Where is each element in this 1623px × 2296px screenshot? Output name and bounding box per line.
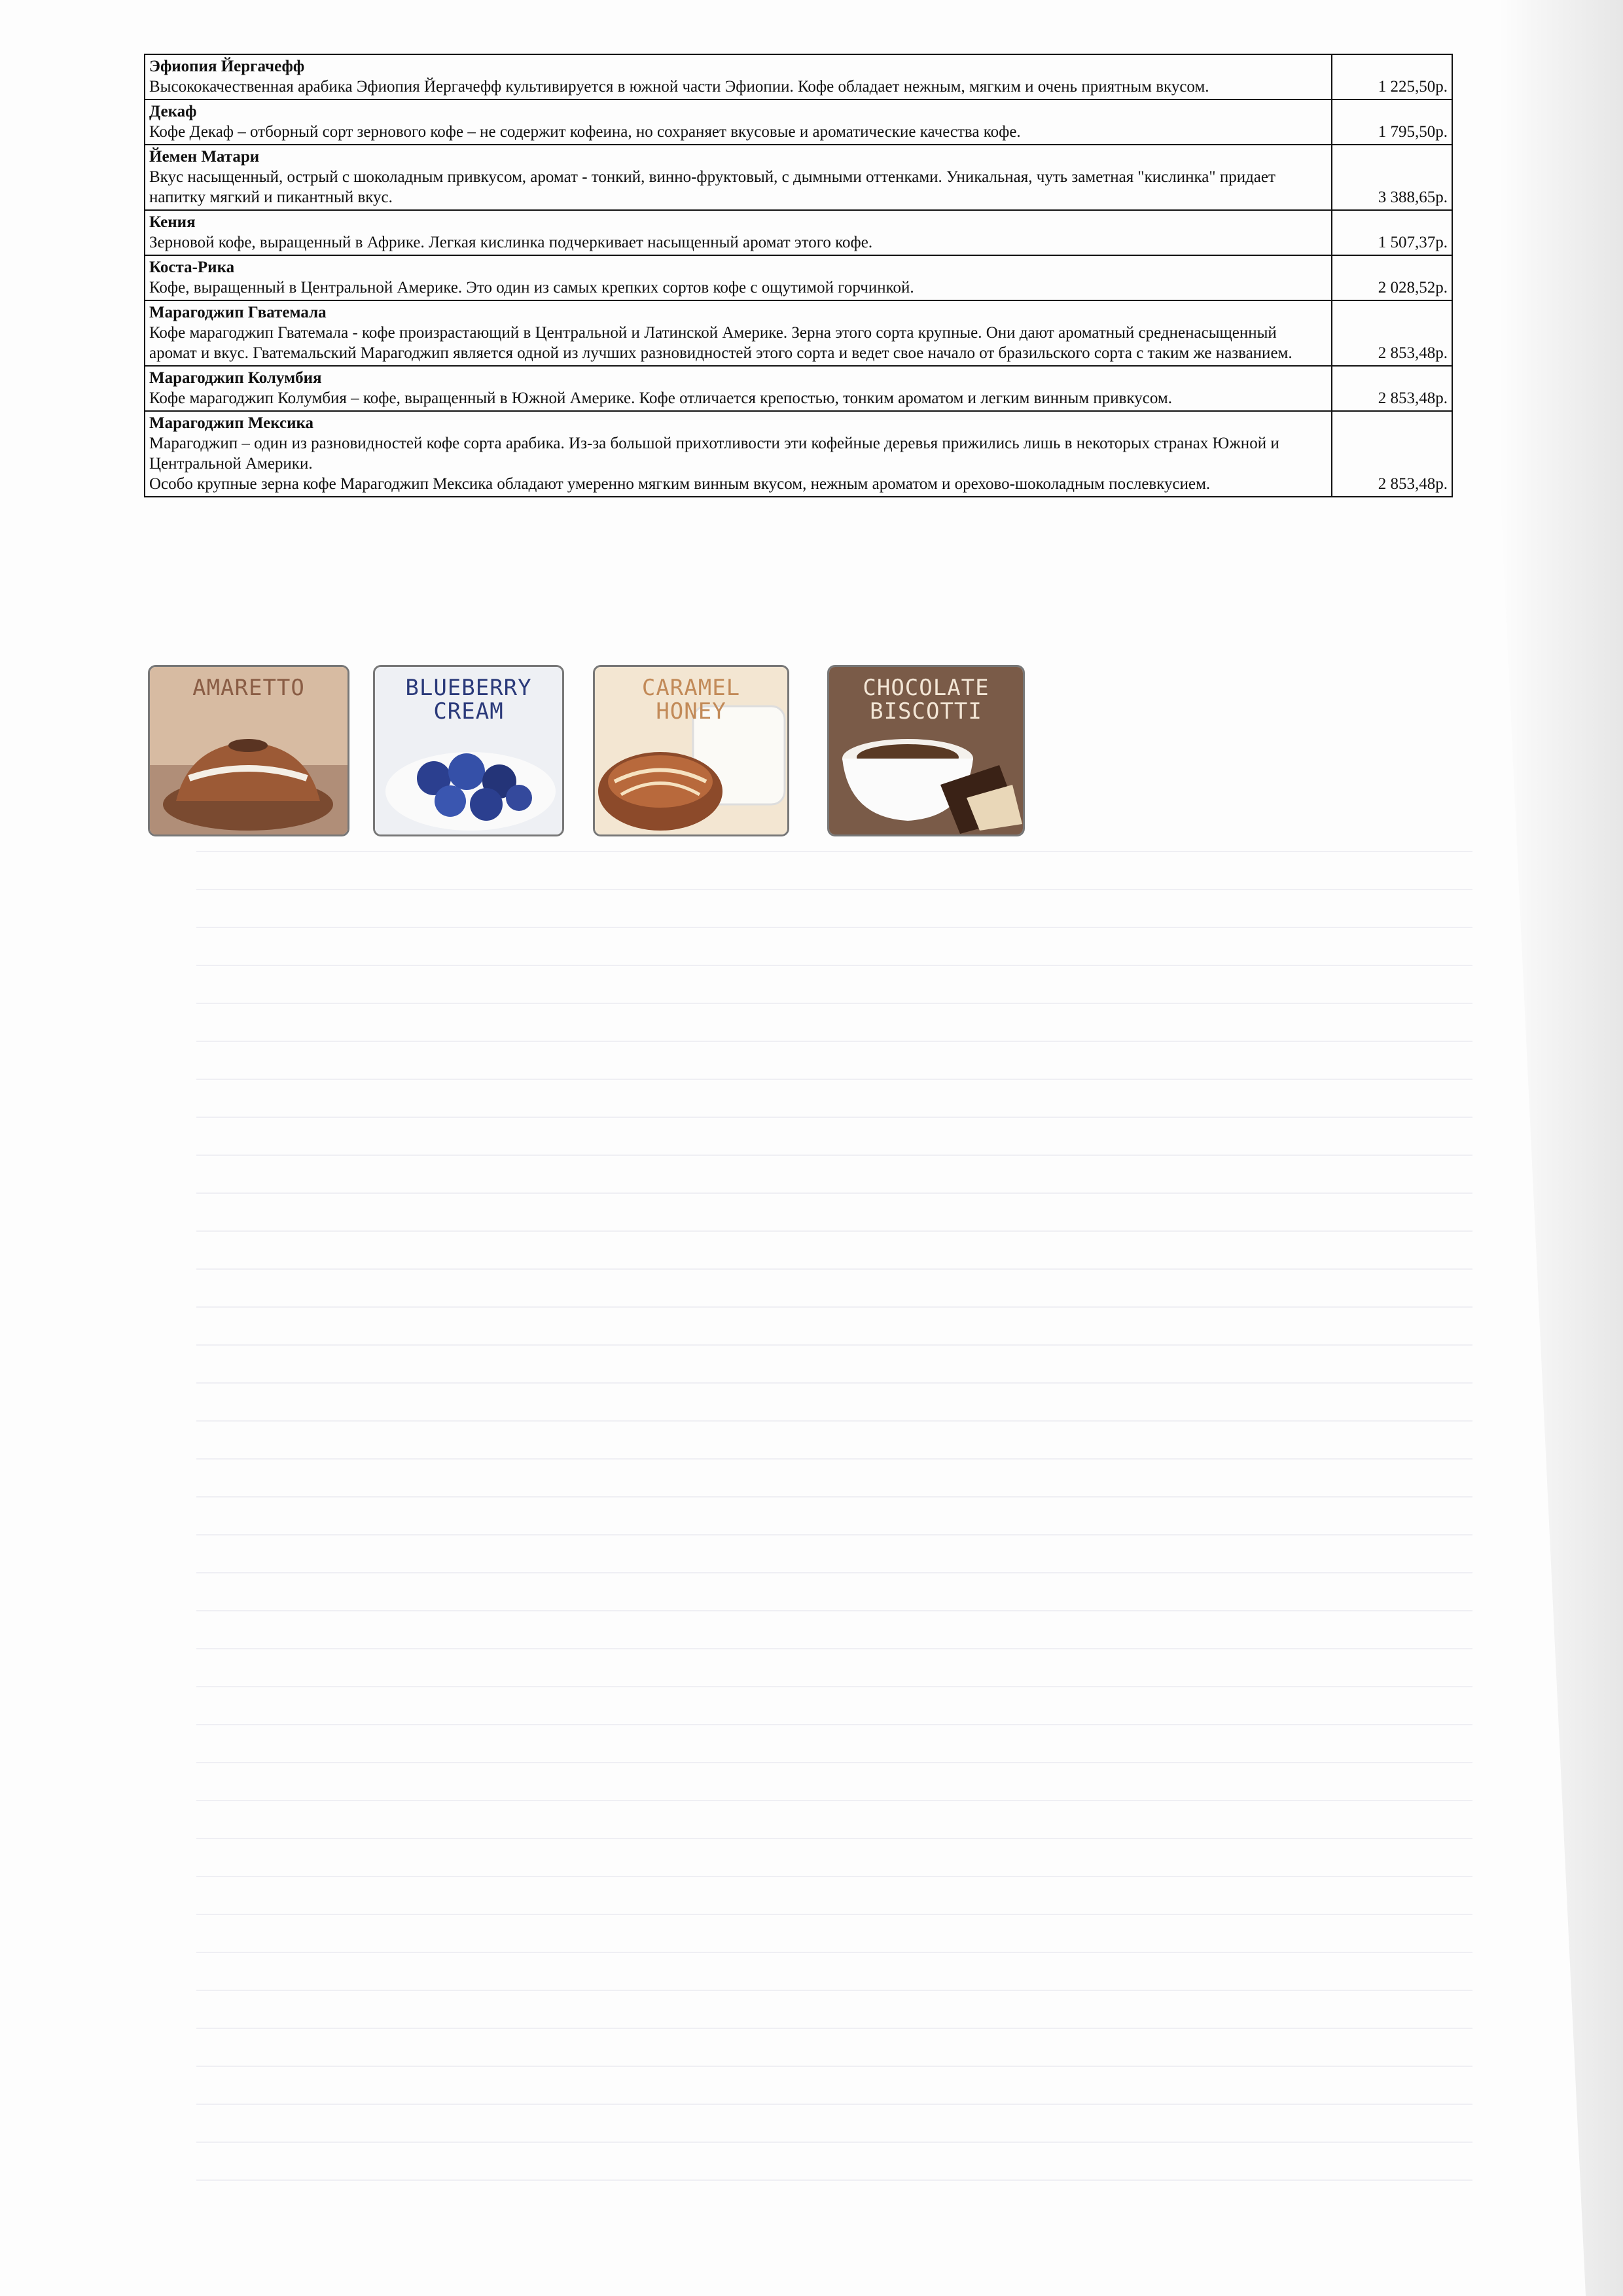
item-description-cell: [145, 145, 1332, 210]
item-description-cell: [145, 54, 1332, 99]
item-description: Высококачественная арабика Эфиопия Йергачефф культивируется в южной части Эфиопии. Кофе обладает нежным, мягким и очень приятным вкусом.: [149, 78, 1209, 96]
item-price: 3 388,65р.: [1332, 145, 1452, 210]
item-price: 2 028,52р.: [1332, 255, 1452, 300]
item-name: Эфиопия Йергачефф: [149, 58, 305, 75]
item-description: Кофе Декаф – отборный сорт зернового кофе – не содержит кофеина, но сохраняет вкусовые и ароматические качества кофе.: [149, 123, 1021, 141]
flavor-title: AMARETTO: [192, 675, 305, 701]
flavor-card-blueberry-cream: [373, 665, 564, 836]
price-table: [144, 54, 1453, 497]
item-description: Зерновой кофе, выращенный в Африке. Легкая кислинка подчеркивает насыщенный аромат этого кофе.: [149, 234, 873, 251]
price-row: [145, 255, 1452, 300]
price-row: [145, 366, 1452, 411]
item-description: Кофе, выращенный в Центральной Америке. Это один из самых крепких сортов кофе с ощутимой горчинкой.: [149, 279, 914, 296]
price-row: [145, 54, 1452, 99]
item-description: Марагоджип – один из разновидностей кофе сорта арабика. Из-за большой прихотливости эти кофейные деревья прижились лишь в некоторых странах Южной и Центральной Америки.: [149, 435, 1279, 473]
scan-edge-shadow: [1499, 0, 1623, 2296]
flavor-card-amaretto: [148, 665, 349, 836]
item-price: 1 795,50р.: [1332, 99, 1452, 145]
item-price: 2 853,48р.: [1332, 411, 1452, 497]
price-row: [145, 411, 1452, 497]
item-price: 2 853,48р.: [1332, 366, 1452, 411]
item-name: Коста-Рика: [149, 259, 235, 276]
item-price: 1 225,50р.: [1332, 54, 1452, 99]
item-description-cell: [145, 255, 1332, 300]
item-description-extra: Особо крупные зерна кофе Марагоджип Мексика обладают умеренно мягким винным вкусом, нежным ароматом и орехово-шоколадным послевкусием.: [149, 475, 1211, 493]
item-name: Марагоджип Мексика: [149, 414, 314, 432]
item-price: 2 853,48р.: [1332, 300, 1452, 366]
price-row: [145, 300, 1452, 366]
item-description: Кофе марагоджип Колумбия – кофе, выращенный в Южной Америке. Кофе отличается крепостью, тонким ароматом и легким винным привкусом.: [149, 389, 1172, 407]
item-description-cell: [145, 300, 1332, 366]
item-description: Вкус насыщенный, острый с шоколадным привкусом, аромат - тонкий, винно-фруктовый, с дымными оттенками. Уникальная, чуть заметная "кислинка" придает напитку мягкий и пикантный вкус.: [149, 168, 1275, 206]
price-row: [145, 210, 1452, 255]
item-price: 1 507,37р.: [1332, 210, 1452, 255]
item-description-cell: [145, 210, 1332, 255]
flavor-title: BLUEBERRY CREAM: [405, 675, 532, 725]
item-description-cell: [145, 99, 1332, 145]
bleed-through-background: [196, 851, 1472, 2193]
item-name: Йемен Матари: [149, 148, 260, 166]
price-row: [145, 99, 1452, 145]
flavor-title: CARAMEL HONEY: [641, 675, 741, 725]
item-description-cell: [145, 366, 1332, 411]
item-name: Марагоджип Колумбия: [149, 369, 322, 387]
price-row: [145, 145, 1452, 210]
item-description: Кофе марагоджип Гватемала - кофе произрастающий в Центральной и Латинской Америке. Зерна этого сорта крупные. Они дают ароматный средненасыщенный аромат и вкус. Гватемальский Марагоджип является одной из лучших разновидностей этого сорта и ведет свое начало от бразильского сорта с таким же названием.: [149, 324, 1293, 362]
flavor-card-caramel-honey: [593, 665, 789, 836]
item-description-cell: [145, 411, 1332, 497]
item-name: Кения: [149, 213, 196, 231]
flavor-title: CHOCOLATE BISCOTTI: [863, 675, 990, 725]
item-name: Марагоджип Гватемала: [149, 304, 327, 321]
flavor-card-chocolate-biscotti: [827, 665, 1025, 836]
item-name: Декаф: [149, 103, 197, 120]
